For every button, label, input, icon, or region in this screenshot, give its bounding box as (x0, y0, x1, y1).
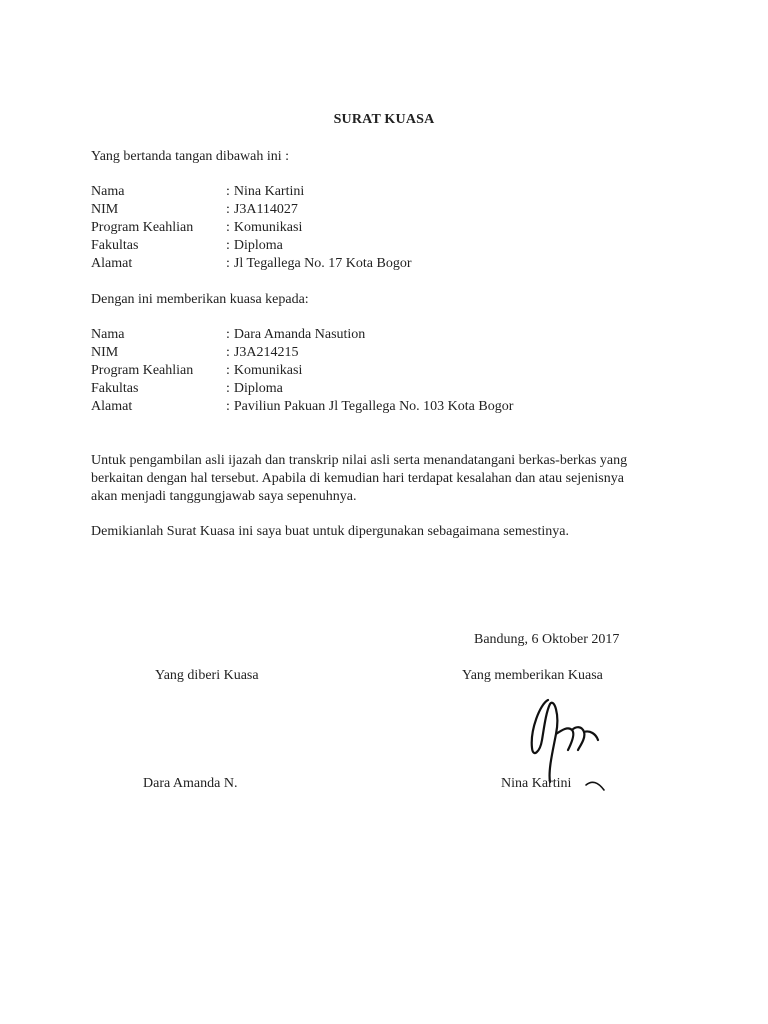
grantee-details (91, 326, 651, 416)
grantee-nim-value: J3A214215 (233, 345, 299, 360)
separator: : (226, 256, 230, 271)
grantor-row-faculty (91, 237, 651, 255)
separator: : (226, 381, 230, 396)
field-value (226, 362, 651, 380)
grantor-faculty-value: Diploma (233, 238, 283, 253)
separator: : (226, 202, 230, 217)
field-label: Alamat (91, 399, 133, 414)
field-value (226, 344, 651, 362)
grantee-program-value: Komunikasi (233, 363, 303, 378)
right-signer-name: Nina Kartini (501, 776, 572, 791)
separator: : (226, 345, 230, 360)
place-date: Bandung, 6 Oktober 2017 (474, 632, 620, 647)
grantor-nim-value: J3A114027 (233, 202, 298, 217)
separator: : (226, 238, 230, 253)
document-title: SURAT KUASA (333, 112, 435, 127)
field-value (226, 398, 651, 416)
grantee-faculty-value: Diploma (233, 381, 283, 396)
field-label: Nama (91, 327, 125, 342)
field-label: Nama (91, 184, 125, 199)
field-label: NIM (91, 345, 119, 360)
grantor-name-value: Nina Kartini (233, 184, 305, 199)
field-label: NIM (91, 202, 119, 217)
field-label: Fakultas (91, 238, 139, 253)
purpose-line: akan menjadi tanggungjawab saya sepenuhnya. (91, 489, 357, 504)
grantee-address-value: Paviliun Pakuan Jl Tegallega No. 103 Kota Bogor (233, 399, 514, 414)
grantee-row-faculty (91, 380, 651, 398)
grantor-program-value: Komunikasi (233, 220, 303, 235)
grantee-name-value: Dara Amanda Nasution (233, 327, 366, 342)
grantor-details (91, 183, 651, 273)
grant-text: Dengan ini memberikan kuasa kepada: (91, 292, 309, 307)
field-label: Alamat (91, 256, 133, 271)
left-role-label: Yang diberi Kuasa (155, 668, 259, 683)
grantor-row-name (91, 183, 651, 201)
intro-text: Yang bertanda tangan dibawah ini : (91, 149, 290, 164)
field-label: Fakultas (91, 381, 139, 396)
right-role-label: Yang memberikan Kuasa (462, 668, 603, 683)
purpose-paragraph (91, 452, 627, 506)
field-value (226, 183, 651, 201)
field-label: Program Keahlian (91, 220, 194, 235)
separator: : (226, 327, 230, 342)
grantee-row-nim (91, 344, 651, 362)
field-value (226, 326, 651, 344)
grantor-row-program (91, 219, 651, 237)
purpose-line: Untuk pengambilan asli ijazah dan transkrip nilai asli serta menandatangani berkas-berkas yang (91, 453, 628, 468)
grantor-row-nim (91, 201, 651, 219)
separator: : (226, 363, 230, 378)
field-value (226, 380, 651, 398)
field-value (226, 201, 651, 219)
separator: : (226, 220, 230, 235)
grantor-address-value: Jl Tegallega No. 17 Kota Bogor (233, 256, 412, 271)
separator: : (226, 399, 230, 414)
separator: : (226, 184, 230, 199)
closing-text: Demikianlah Surat Kuasa ini saya buat untuk dipergunakan sebagaimana semestinya. (91, 524, 569, 539)
grantee-row-program (91, 362, 651, 380)
grantor-row-address (91, 255, 651, 273)
field-value (226, 219, 651, 237)
grantee-row-address (91, 398, 651, 416)
field-value (226, 237, 651, 255)
left-signer-name: Dara Amanda N. (143, 776, 238, 791)
field-value (226, 255, 651, 273)
purpose-line: berkaitan dengan hal tersebut. Apabila di kemudian hari terdapat kesalahan dan atau sejenisnya (91, 471, 624, 486)
grantee-row-name (91, 326, 651, 344)
field-label: Program Keahlian (91, 363, 194, 378)
